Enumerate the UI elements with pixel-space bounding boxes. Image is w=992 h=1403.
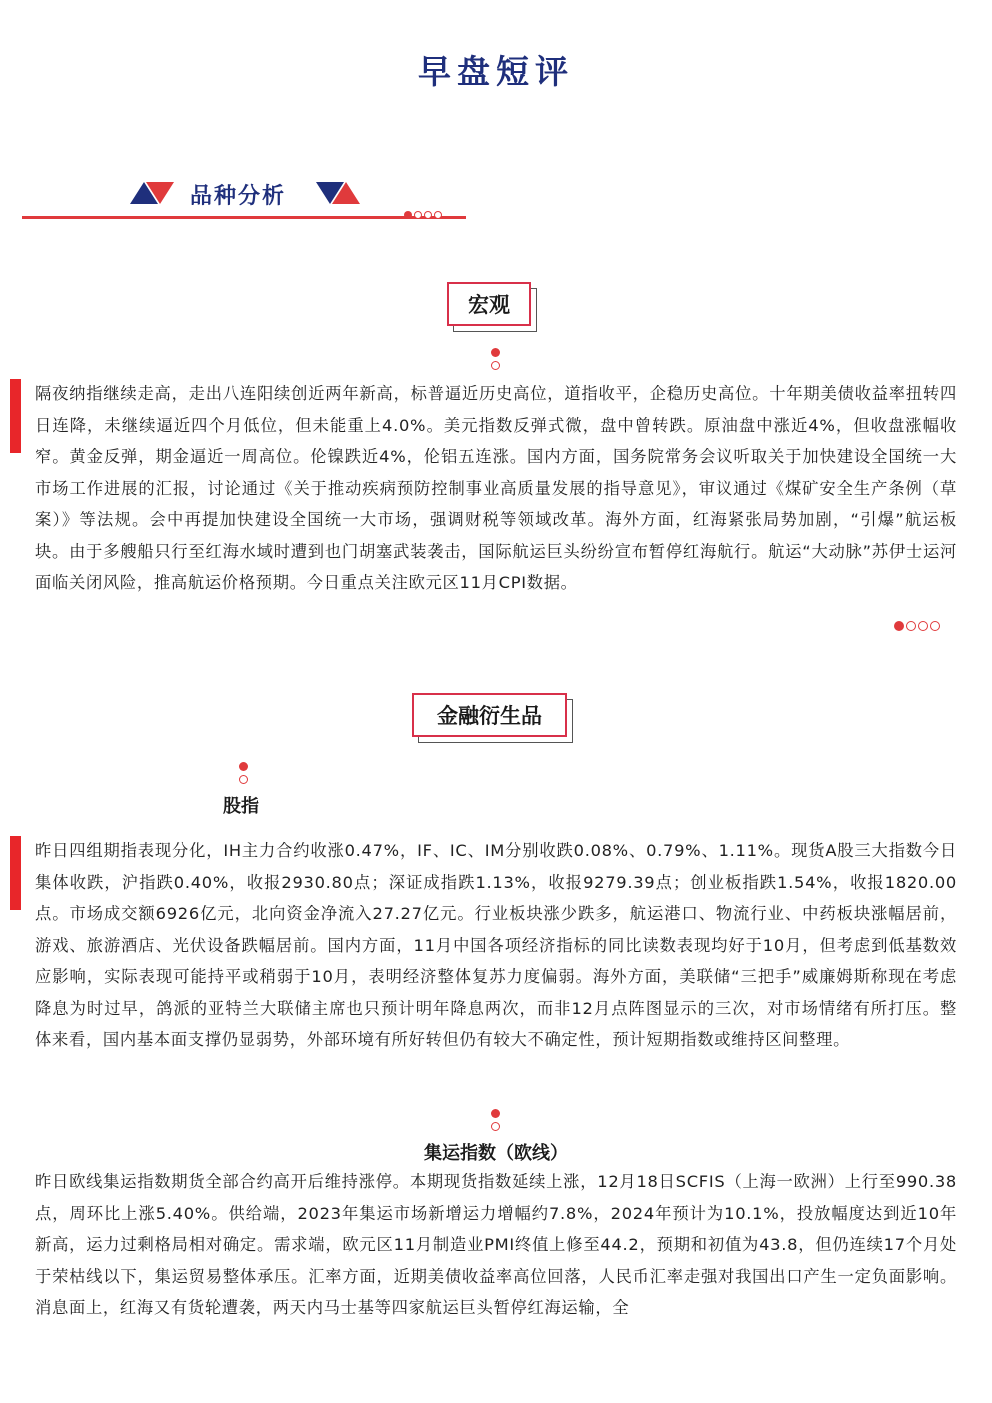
financial-label [412,693,567,737]
macro-dots [491,348,501,374]
macro-end-dots [894,621,940,631]
macro-accent-bar [10,379,21,453]
index-dots [239,762,249,788]
section-divider [22,216,466,219]
page-title: 早盘短评 [418,52,574,91]
macro-label-text: 宏观 [447,282,531,326]
shipping-heading: 集运指数（欧线） [424,1143,568,1164]
shipping-text: 昨日欧线集运指数期货全部合约高开后维持涨停。本期现货指数延续上涨，12月18日SCFIS（上海一欧洲）上行至990.38点，周环比上涨5.40%。供给端，2023年集运市场新增运力增幅约7.8%，2024年预计为10.1%，投放幅度达到近10年新高，运力过剩格局相对确定。需求端，欧元区11月制造业PMI终值上修至44.2，预期和初值为43.8，但仍连续17个月处于荣枯线以下，集运贸易整体承压。汇率方面，近期美债收益率高位回落，人民币汇率走强对我国出口产生一定负面影响。消息面上，红海又有货轮遭袭，两天内马士基等四家航运巨头暂停红海运输，全 [35,1172,957,1317]
index-text: 昨日四组期指表现分化，IH主力合约收涨0.47%，IF、IC、IM分别收跌0.08%、0.79%、1.11%。现货A股三大指数今日集体收跌，沪指跌0.40%，收报2930.80点；深证成指跌1.13%，收报9279.39点；创业板指跌1.54%，收报1820.00点。市场成交额6926亿元，北向资金净流入27.27亿元。行业板块涨少跌多，航运港口、物流行业、中药板块涨幅居前，游戏、旅游酒店、光伏设备跌幅居前。国内方面，11月中国各项经济指标的同比读数表现均好于10月，但考虑到低基数效应影响，实际表现可能持平或稍弱于10月，表明经济整体复苏力度偏弱。海外方面，美联储“三把手”威廉姆斯称现在考虑降息为时过早，鸽派的亚特兰大联储主席也只预计明年降息两次，而非12月点阵图显示的三次，对市场情绪有所打压。整体来看，国内基本面支撑仍显弱势，外部环境有所好转但仍有较大不确定性，预计短期指数或维持区间整理。 [35,841,957,1049]
index-heading: 股指 [223,796,259,817]
financial-label-text: 金融衍生品 [412,693,567,737]
macro-label [447,282,531,326]
right-triangle-icon [316,182,360,204]
shipping-dots [491,1109,501,1135]
macro-text: 隔夜纳指继续走高，走出八连阳续创近两年新高，标普逼近历史高位，道指收平，企稳历史高位。十年期美债收益率扭转四日连降，未继续逼近四个月低位，但未能重上4.0%。美元指数反弹式微，盘中曾转跌。原油盘中涨近4%，但收盘涨幅收窄。黄金反弹，期金逼近一周高位。伦镍跌近4%，伦铝五连涨。国内方面，国务院常务会议听取关于加快建设全国统一大市场工作进展的汇报，讨论通过《关于推动疾病预防控制事业高质量发展的指导意见》，审议通过《煤矿安全生产条例（草案）》等法规。会中再提加快建设全国统一大市场，强调财税等领域改革。海外方面，红海紧张局势加剧，“引爆”航运板块。由于多艘船只行至红海水域时遭到也门胡塞武装袭击，国际航运巨头纷纷宣布暂停红海航行。航运“大动脉”苏伊士运河面临关闭风险，推高航运价格预期。今日重点关注欧元区11月CPI数据。 [35,384,957,592]
section-title: 品种分析 [190,184,287,209]
divider-dots [404,211,442,219]
left-triangle-icon [130,182,174,204]
index-accent-bar [10,836,21,910]
